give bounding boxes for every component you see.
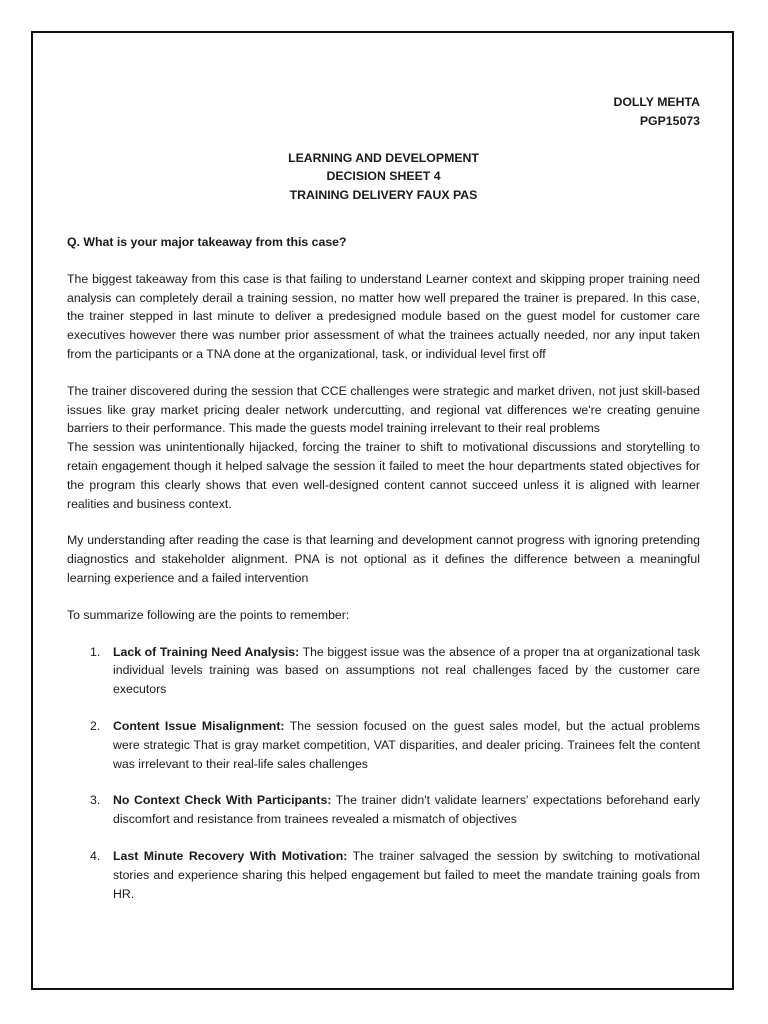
list-item bbox=[67, 717, 700, 773]
author-block bbox=[67, 93, 700, 131]
point-heading: Last Minute Recovery With Motivation: bbox=[113, 848, 348, 863]
point-number: 4. bbox=[90, 848, 101, 863]
point-text: The trainer salvaged the session by switching to motivational stories and experience sharing this helped engagement but failed to meet the mandate training goals from HR. bbox=[113, 848, 700, 901]
question-heading: Q. What is your major takeaway from this case? bbox=[67, 234, 347, 249]
paragraph-hijacked: The session was unintentionally hijacked, forcing the trainer to shift to motivational discussions and storytelling to retain engagement though it helped salvage the session it failed to meet the hour departments stated objectives for the program this clearly shows that even well-designed content cannot succeed unless it is aligned with learner realities and business context. bbox=[67, 440, 700, 511]
document-title bbox=[67, 149, 700, 205]
paragraph-discovery: The trainer discovered during the session that CCE challenges were strategic and market driven, not just skill-based issues like gray market pricing dealer network undercutting, and regional vat differences we're creating genuine barriers to their performance. This made the guests model training irrelevant to their real problems bbox=[67, 383, 700, 436]
point-heading: Lack of Training Need Analysis: bbox=[113, 644, 300, 659]
paragraph-takeaway: The biggest takeaway from this case is that failing to understand Learner context and skipping proper training need analysis can completely derail a training session, no matter how well prepared the trainer is prepared. In this case, the trainer stepped in last minute to deliver a predesigned module based on the guest model for customer care executives however there was number prior assessment of what the trainees actually needed, nor any input taken from the participants or a TNA done at the organizational, task, or individual level first off bbox=[67, 271, 700, 361]
points-list bbox=[67, 643, 700, 904]
list-item bbox=[67, 791, 700, 829]
author-name: DOLLY MEHTA bbox=[613, 95, 700, 109]
title-line-2: DECISION SHEET 4 bbox=[326, 169, 441, 184]
author-id: PGP15073 bbox=[639, 113, 700, 128]
list-item bbox=[67, 643, 700, 699]
point-number: 1. bbox=[90, 644, 101, 659]
point-heading: No Context Check With Participants: bbox=[113, 793, 332, 808]
point-text: The session focused on the guest sales model, but the actual problems were strategic That is gray market competition, VAT disparities, and dealer pricing. Trainees felt the content was irrelevant to their real-life sales challenges bbox=[113, 718, 700, 771]
point-text: The biggest issue was the absence of a proper tna at organizational task individual levels training was based on assumptions not real challenges faced by the customer care executors bbox=[113, 644, 700, 697]
title-line-3: TRAINING DELIVERY FAUX PAS bbox=[289, 188, 478, 203]
document-body bbox=[67, 93, 700, 921]
paragraph-summary-intro: To summarize following are the points to remember: bbox=[67, 607, 350, 622]
point-heading: Content Issue Misalignment: bbox=[113, 718, 285, 733]
point-text: The trainer didn't validate learners' expectations beforehand early discomfort and resistance from trainees revealed a mismatch of objectives bbox=[113, 793, 701, 827]
point-number: 3. bbox=[90, 793, 101, 808]
paragraph-understanding: My understanding after reading the case is that learning and development cannot progress with ignoring pretending diagnostics and stakeholder alignment. PNA is not optional as it defines the difference between a meaningful learning experience and a failed intervention bbox=[67, 533, 700, 585]
point-number: 2. bbox=[90, 718, 101, 733]
title-line-1: LEARNING AND DEVELOPMENT bbox=[288, 150, 479, 165]
list-item bbox=[67, 847, 700, 903]
